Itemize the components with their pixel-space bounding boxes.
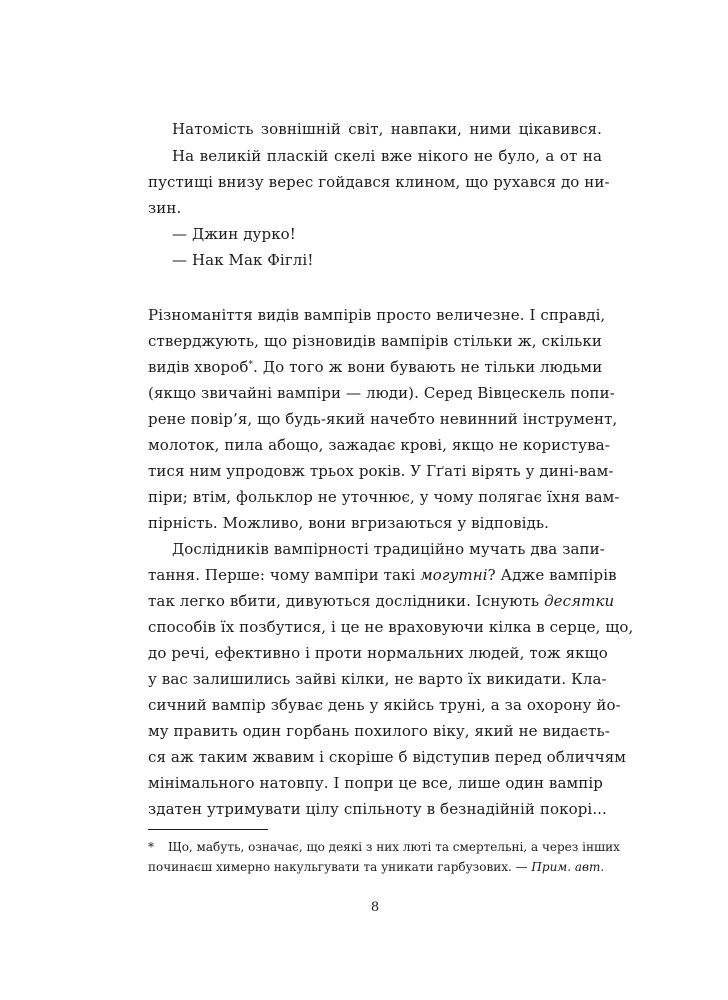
text-fragment: так легко вбити, дивуються дослідники. Існують [148,592,545,610]
text-line: способів їх позбутися, і це не враховуючи кілка в серце, що, [148,618,634,636]
text-line: здатен утримувати цілу спільноту в безнадійній покорі... [148,800,607,818]
text-line: стверджують, що різновидів вампірів стільки ж, скільки [148,332,602,350]
italic-fragment: десятки [544,592,615,610]
text-line: рене повір’я, що будь-який начебто невинний інструмент, [148,410,618,428]
text-line: Різноманіття видів вампірів просто величезне. І справді, [148,306,606,324]
footnote-line: Що, мабуть, означає, що деякі з них люті та смертельні, а через інших [168,840,620,854]
footnote-marker: * [248,360,254,370]
text-line: молоток, пила абощо, зажадає крові, якщо не користува- [148,436,610,454]
footnote-marker: * [148,840,154,854]
text-fragment: видів хвороб [148,358,249,376]
text-fragment: ? Адже вампірів [487,566,617,584]
dialogue-line: — Нак Мак Фіглі! [172,251,314,269]
text-line: сичний вампір збуває день у якійсь труні, а за охорону йо- [148,696,621,714]
text-line: піри; втім, фольклор не уточнює, у чому полягає їхня вам- [148,488,620,506]
text-line: Натомість зовнішній світ, навпаки, ними цікавився. [172,120,602,138]
text-line: На великій пласкій скелі вже нікого не було, а от на [172,147,602,165]
text-line [148,591,615,611]
text-fragment: тання. Перше: чому вампіри такі [148,566,421,584]
text-line: му править один горбань похилого віку, який не видаєть- [148,722,610,740]
text-line: мінімального натовпу. І попри це все, лише один вампір [148,774,603,792]
page-number: 8 [370,900,380,915]
text-line [148,357,602,377]
text-line: ся аж таким жвавим і скоріше б відступив перед обличчям [148,748,627,766]
text-line [148,565,617,585]
footnote-line [148,859,605,875]
text-line: пірність. Можливо, вони вгризаються у відповідь. [148,514,550,532]
dialogue-line: — Джин дурко! [172,225,296,243]
text-line: пустищі внизу верес гойдався клином, що рухався до ни- [148,173,610,191]
text-line: до речі, ефективно і проти нормальних людей, тож якщо [148,644,608,662]
text-fragment: починаєш химерно накульгувати та уникати гарбузових. — [148,860,532,874]
italic-fragment: могутні [420,566,488,584]
text-line: зин. [148,199,182,217]
text-fragment: . До того ж вони бувають не тільки людьми [253,358,603,376]
text-line: тися ним упродовж трьох років. У Гґаті вірять у дині-вам- [148,462,614,480]
italic-fragment: Прим. авт. [531,860,605,874]
text-line: (якщо звичайні вампіри — люди). Серед Вівцескель попи- [148,384,615,402]
text-line: у вас залишились зайві кілки, не варто їх викидати. Кла- [148,670,607,688]
text-line: Дослідників вампірності традиційно мучать два запи- [172,540,605,558]
footnote-divider [148,829,268,830]
